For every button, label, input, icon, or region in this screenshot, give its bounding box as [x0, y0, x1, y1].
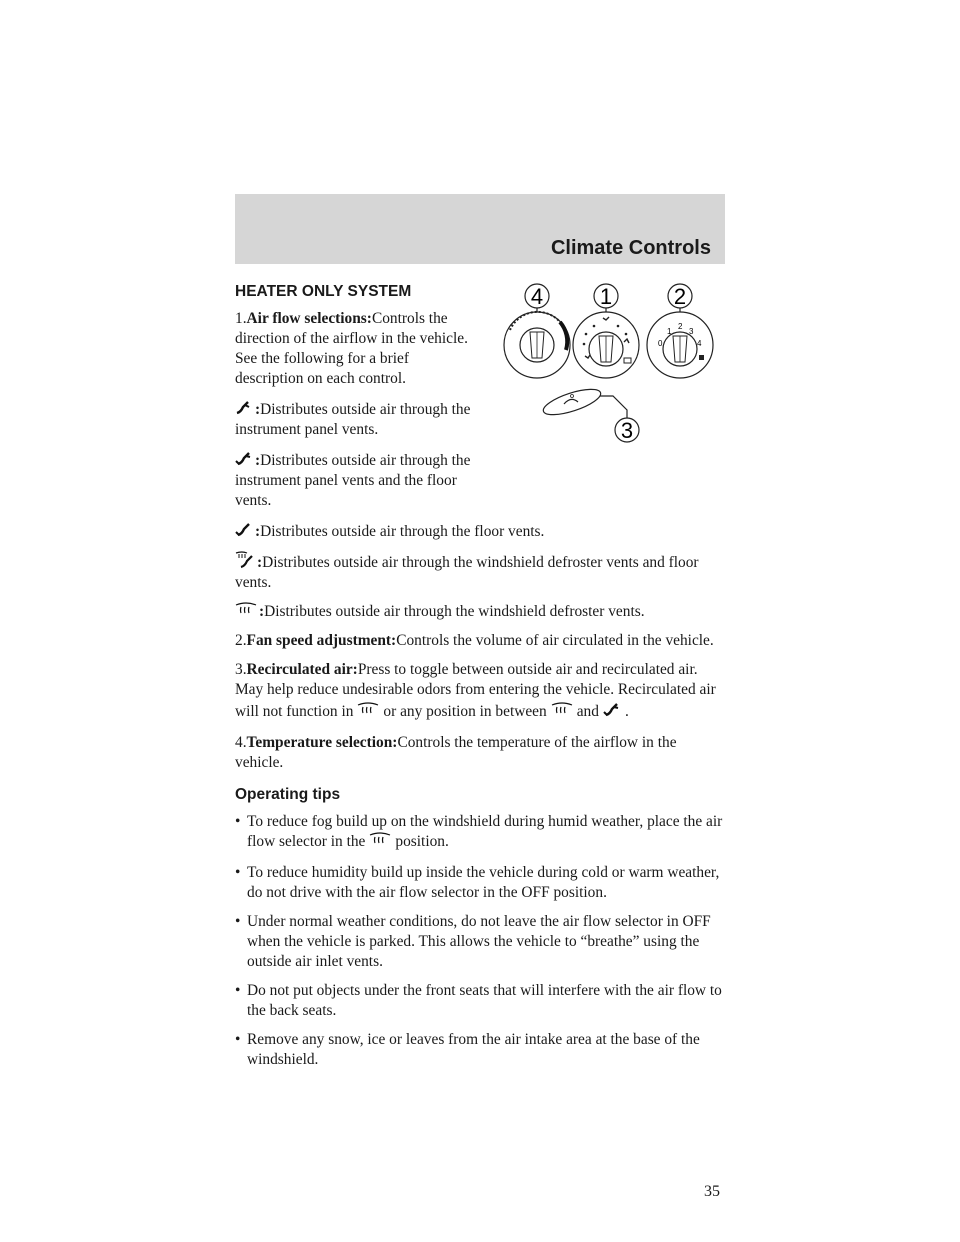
svg-text:1: 1 — [599, 284, 613, 309]
page-number: 35 — [704, 1183, 720, 1200]
list-item: • To reduce fog build up on the windshield during humid weather, place the air flow selector in the position. — [235, 812, 725, 854]
svg-text:4: 4 — [697, 339, 702, 348]
list-item: • To reduce humidity build up inside the vehicle during cold or warm weather, do not drive with the air flow selector in the OFF position. — [235, 864, 720, 901]
panel-vent-icon — [235, 398, 253, 416]
mode-panel: :Distributes outside air through the instrument panel vents. — [235, 398, 475, 440]
svg-text:3: 3 — [620, 418, 634, 443]
defrost-floor-icon — [235, 551, 255, 569]
item-fan-speed: 2.Fan speed adjustment:Controls the volume of air circulated in the vehicle. — [235, 632, 714, 649]
panel-floor-icon — [603, 700, 621, 724]
page-content — [235, 272, 725, 1079]
item-air-flow: 1.Air flow selections:Controls the direction of the airflow in the vehicle. See the following for a brief description on each control. — [235, 310, 468, 387]
item-label: Fan speed adjustment: — [246, 632, 397, 649]
defrost-icon — [235, 602, 257, 618]
mode-floor: :Distributes outside air through the floor vents. — [235, 520, 725, 542]
item-label: Temperature selection: — [246, 734, 398, 751]
mode-defrost: :Distributes outside air through the windshield defroster vents. — [235, 602, 725, 622]
page-header-title: Climate Controls — [550, 237, 711, 259]
list-item: • Remove any snow, ice or leaves from the air intake area at the base of the windshield. — [235, 1031, 700, 1068]
svg-text:0: 0 — [658, 339, 663, 348]
header-band — [235, 194, 725, 264]
mode-defrost-floor: :Distributes outside air through the windshield defroster vents and floor vents. — [235, 551, 725, 593]
tips-title: Operating tips — [235, 786, 341, 803]
svg-text:2: 2 — [673, 284, 687, 309]
svg-text:1: 1 — [667, 327, 672, 336]
defrost-icon — [551, 702, 573, 724]
tips-list — [235, 812, 725, 1070]
item-recirculated-air: 3.Recirculated air:Press to toggle between outside air and recirculated air. May help reduce undesirable odors from entering the vehicle. Recirculated air will not function in or any position in between and . — [235, 660, 725, 724]
defrost-icon — [369, 832, 391, 854]
item-temperature: 4.Temperature selection:Controls the temperature of the airflow in the vehicle. — [235, 734, 677, 771]
svg-text:3: 3 — [689, 327, 694, 336]
section-title: HEATER ONLY SYSTEM — [235, 283, 412, 300]
list-item: • Under normal weather conditions, do not leave the air flow selector in OFF when the vehicle is parked. This allows the vehicle to “breathe” using the outside air inlet vents. — [235, 913, 711, 970]
defrost-icon — [357, 702, 379, 724]
svg-text:4: 4 — [530, 284, 544, 309]
item-label: Air flow selections: — [246, 310, 372, 327]
floor-vent-icon — [235, 520, 253, 538]
item-label: Recirculated air: — [246, 661, 358, 678]
list-item: • Do not put objects under the front seats that will interfere with the air flow to the back seats. — [235, 982, 722, 1019]
svg-text:2: 2 — [678, 322, 683, 331]
panel-floor-icon — [235, 449, 253, 467]
mode-panel-floor: :Distributes outside air through the instrument panel vents and the floor vents. — [235, 449, 475, 511]
